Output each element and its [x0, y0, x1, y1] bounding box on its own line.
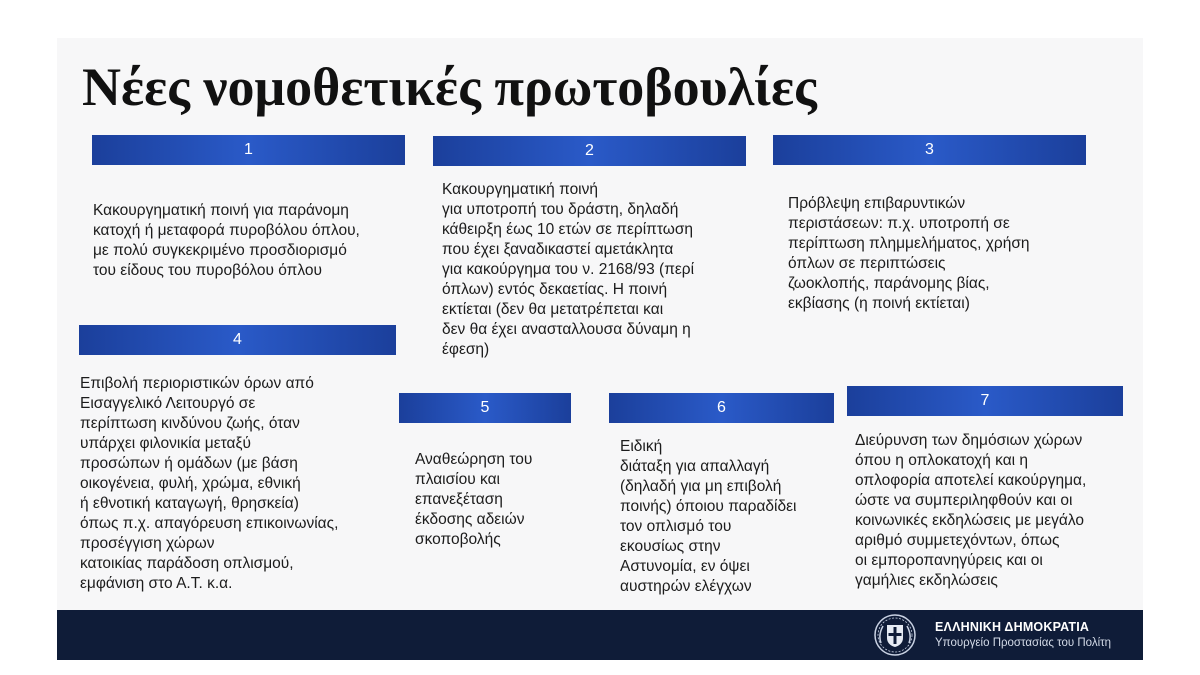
item-6-header — [609, 393, 834, 423]
item-3-header — [773, 135, 1086, 165]
item-4-text: Επιβολή περιοριστικών όρων από Εισαγγελικό Λειτουργό σε περίπτωση κινδύνου ζωής, όταν υπάρχει φιλονικία μεταξύ προσώπων ή ομάδων (με βάση οικογένεια, φυλή, χρώμα, εθνική ή εθνοτική καταγωγή, θρησκεία) όπως π.χ. απαγόρευση επικοινωνίας, προσέγγιση χώρων κατοικίας παράδοση οπλισμού, εμφάνιση στο Α.Τ. κ.α. — [80, 375, 339, 592]
item-6-text: Ειδική διάταξη για απαλλαγή (δηλαδή για μη επιβολή ποινής) όποιου παραδίδει τον οπλισμό του εκουσίως στην Αστυνομία, εν όψει αυστηρών ελέγχων — [620, 438, 797, 595]
item-2-header — [433, 136, 746, 166]
item-3-text: Πρόβλεψη επιβαρυντικών περιστάσεων: π.χ. υποτροπή σε περίπτωση πλημμελήματος, χρήση όπλων σε περιπτώσεις ζωοκλοπής, παράνομης βίας, εκβίασης (η ποινή εκτίεται) — [788, 195, 1030, 312]
slide — [57, 38, 1143, 660]
footer-bar — [57, 610, 1143, 660]
item-4-number: 4 — [233, 331, 242, 348]
item-7-text: Διεύρυνση των δημόσιων χώρων όπου η οπλοκατοχή και η οπλοφορία αποτελεί κακούργημα, ώστε να συμπεριληφθούν και οι κοινωνικές εκδηλώσεις με μεγάλο αριθμό συμμετεχόντων, όπως οι εμποροπανηγύρεις και οι γαμήλιες εκδηλώσεις — [855, 432, 1087, 589]
item-2-text: Κακουργηματική ποινή για υποτροπή του δράστη, δηλαδή κάθειρξη έως 10 ετών σε περίπτωση που έχει ξαναδικαστεί αμετάκλητα για κακούργημα του ν. 2168/93 (περί όπλων) εντός δεκαετίας. Η ποινή εκτίεται (δεν θα μετατρέπεται και δεν θα έχει ανασταλλουσα δύναμη η έφεση) — [442, 181, 695, 358]
item-4-header — [79, 325, 396, 355]
ministry-name: Υπουργείο Προστασίας του Πολίτη — [935, 637, 1112, 649]
item-5-header — [399, 393, 571, 423]
item-3-number: 3 — [925, 141, 934, 158]
item-1-text: Κακουργηματική ποινή για παράνομη κατοχή ή μεταφορά πυροβόλου όπλου, με πολύ συγκεκριμένο προσδιορισμό του είδους του πυροβόλου όπλου — [93, 202, 360, 279]
item-7-header — [847, 386, 1123, 416]
item-6-number: 6 — [717, 399, 726, 416]
item-5-number: 5 — [480, 399, 490, 416]
item-1-header — [92, 135, 405, 165]
item-7-number: 7 — [980, 392, 990, 409]
hellenic-republic-seal-icon — [873, 613, 917, 657]
item-5-text: Αναθεώρηση του πλαισίου και επανεξέταση έκδοσης αδειών σκοποβολής — [415, 451, 533, 548]
government-name: ΕΛΛΗΝΙΚΗ ΔΗΜΟΚΡΑΤΙΑ — [935, 620, 1090, 634]
slide-title: Νέες νομοθετικές πρωτοβουλίες — [82, 57, 817, 117]
item-2-number: 2 — [585, 142, 594, 159]
item-1-number: 1 — [244, 141, 253, 158]
